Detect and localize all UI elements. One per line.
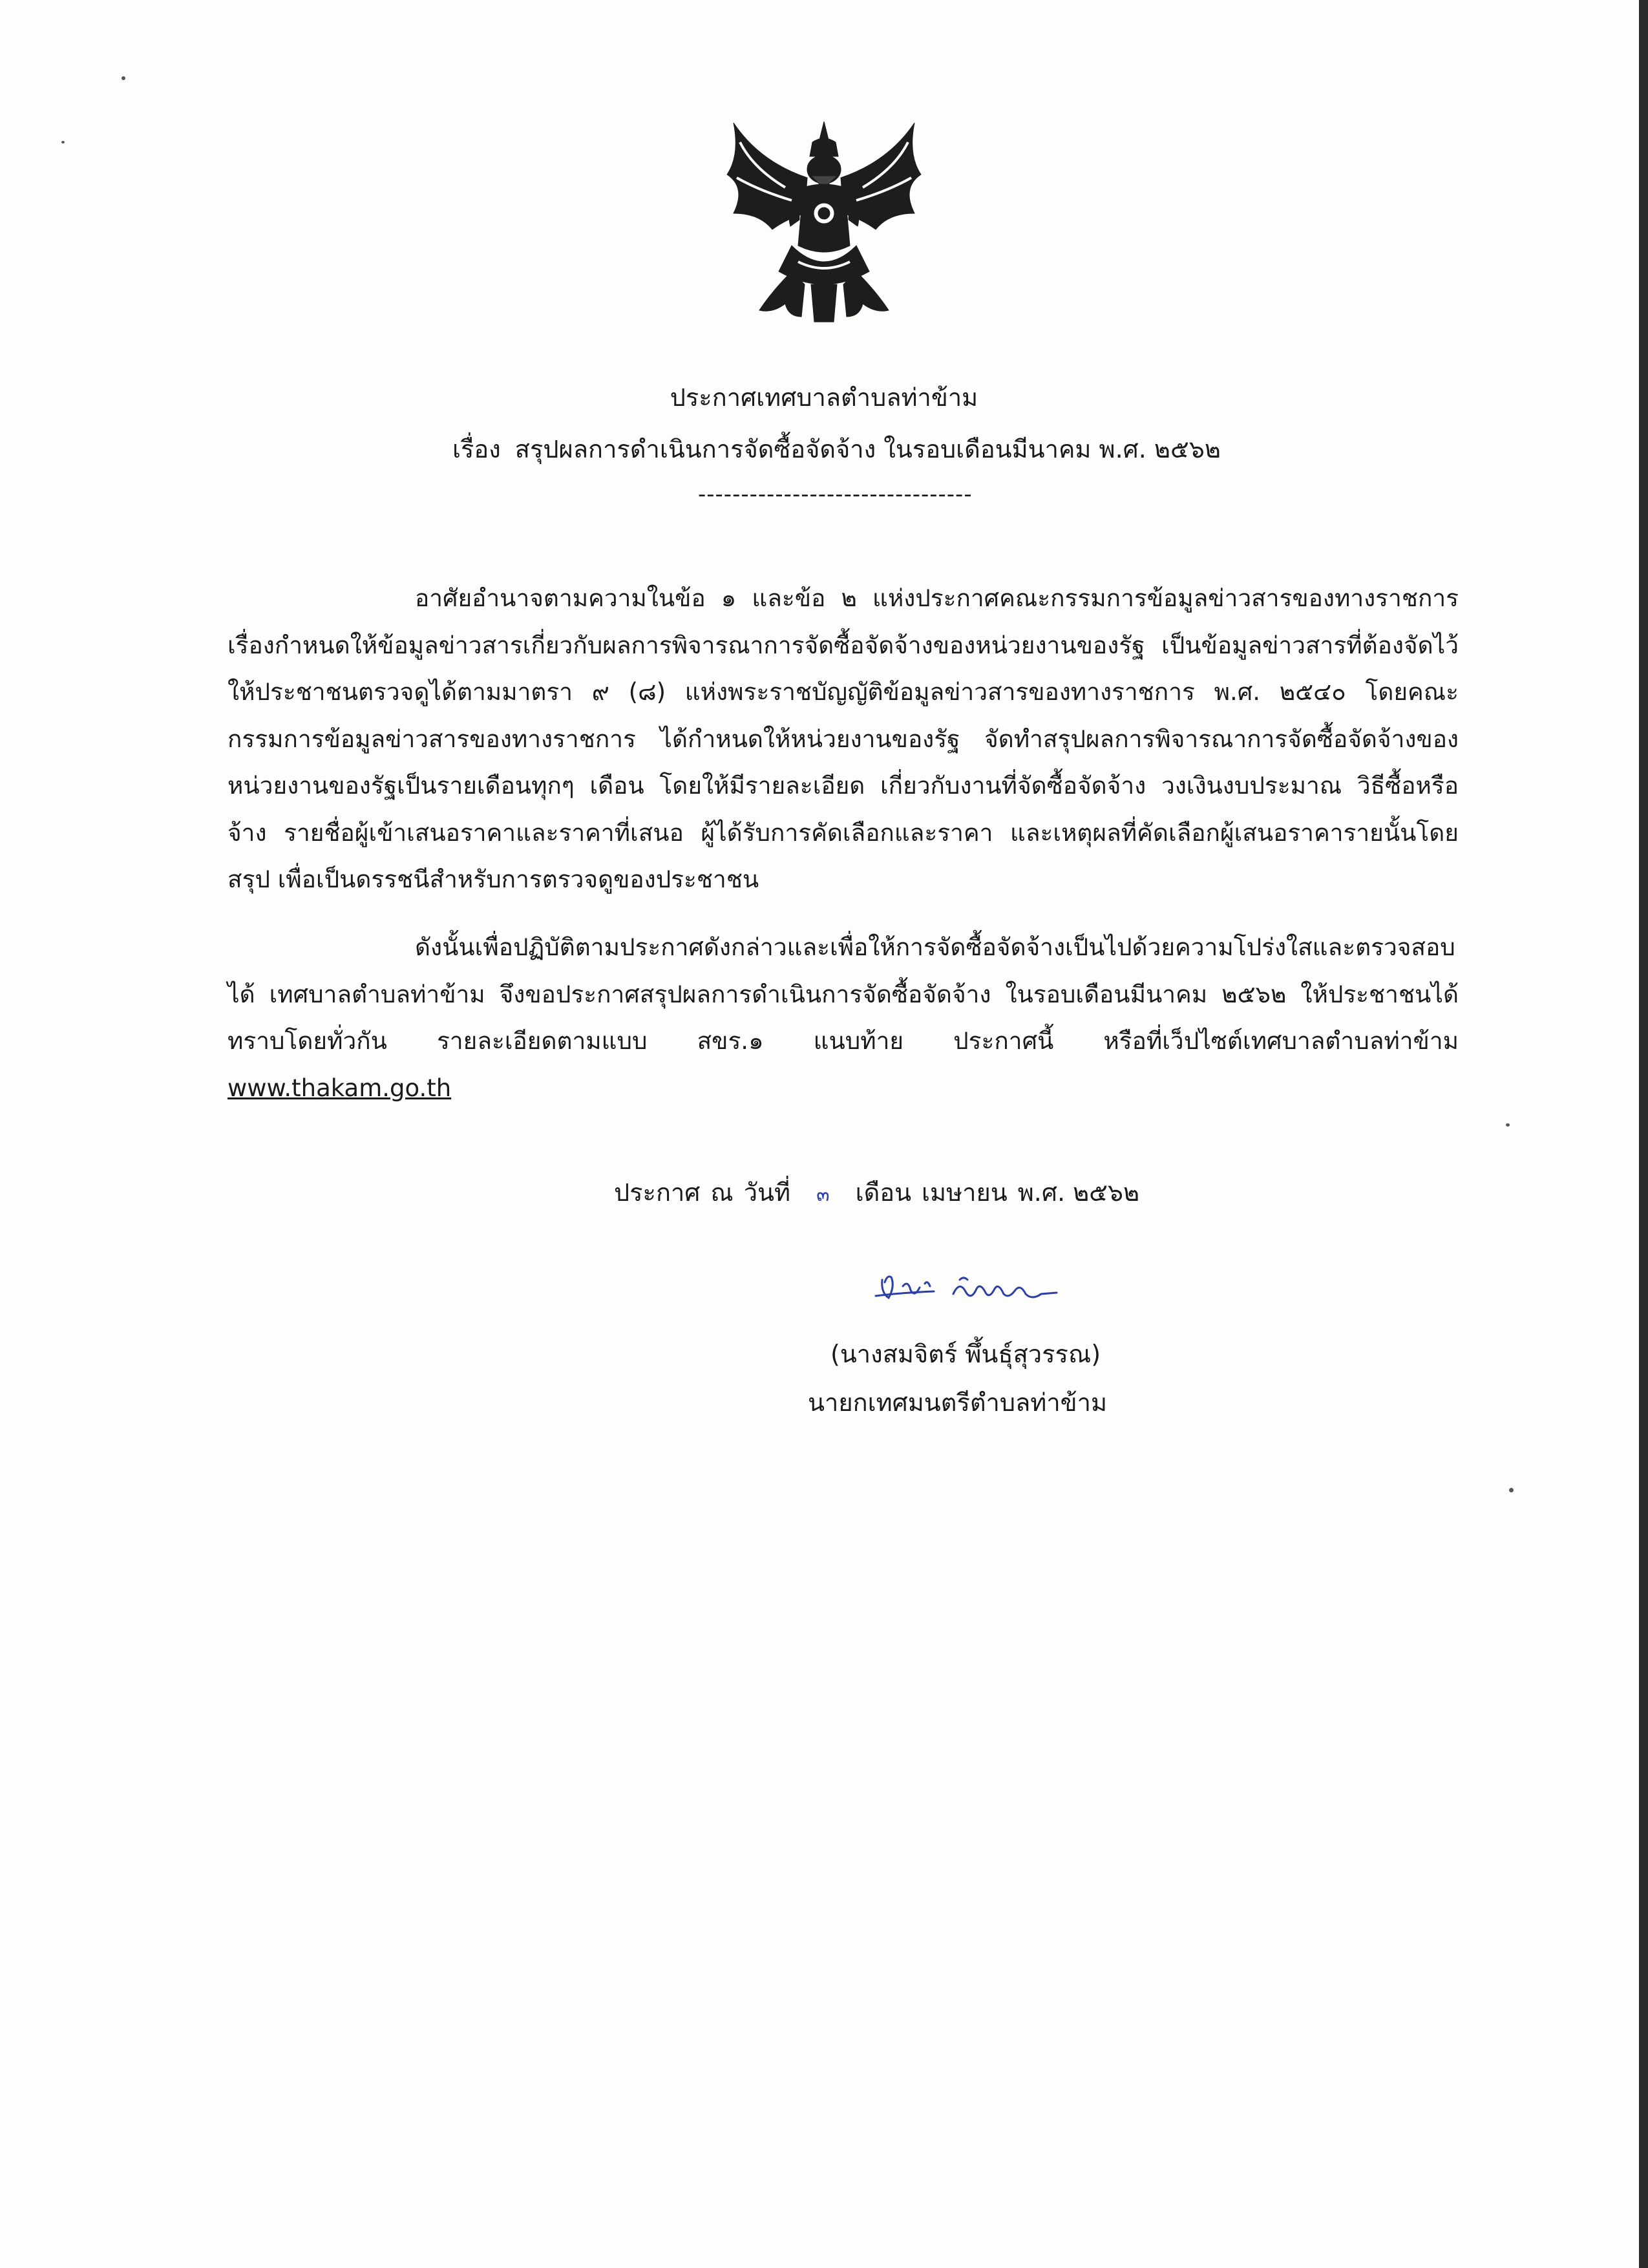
announcement-date (614, 1173, 1139, 1214)
scan-speck (61, 141, 65, 143)
scan-speck (121, 76, 125, 80)
paragraph-2-text: ดังนั้นเพื่อปฏิบัติตามประกาศดังกล่าวและเพื่อให้การจัดซื้อจัดจ้างเป็นไปด้วยความโปร่งใสและตรวจสอบได้ เทศบาลตำบลท่าข้าม จึงขอประกาศสรุปผลการดำเนินการจัดซื้อจัดจ้าง ในรอบเดือนมีนาคม ๒๕๖๒ ให้ประชาชนได้ทราบโดยทั่วกัน รายละเอียดตามแบบ สขร.๑ แนบท้าย ประกาศนี้ หรือที่เว็ปไซต์เทศบาลตำบลท่าข้าม (227, 933, 1459, 1055)
body-paragraph-1 (227, 575, 1459, 904)
date-year: พ.ศ. ๒๕๖๒ (1017, 1178, 1140, 1207)
subject-line (452, 430, 1221, 469)
date-at: ณ (710, 1178, 734, 1207)
date-day-label: วันที่ (743, 1178, 791, 1207)
paragraph-text: อาศัยอำนาจตามความในข้อ ๑ และข้อ ๒ แห่งประกาศคณะกรรมการข้อมูลข่าวสารของทางราชการ เรื่องกำหนดให้ข้อมูลข่าวสารเกี่ยวกับผลการพิจารณาการจัดซื้อจัดจ้างของหน่วยงานของรัฐ เป็นข้อมูลข่าวสารที่ต้องจัดไว้ให้ประชาชนตรวจดูได้ตามมาตรา ๙ (๘) แห่งพระราชบัญญัติข้อมูลข่าวสารของทางราชการ พ.ศ. ๒๕๔๐ โดยคณะกรรมการข้อมูลข่าวสารของทางราชการ ได้กำหนดให้หน่วยงานของรัฐ จัดทำสรุปผลการพิจารณาการจัดซื้อจัดจ้างของหน่วยงานของรัฐเป็นรายเดือนทุกๆ เดือน โดยให้มีรายละเอียด เกี่ยวกับงานที่จัดซื้อจัดจ้าง วงเงินงบประมาณ วิธีซื้อหรือจ้าง รายชื่อผู้เข้าเสนอราคาและราคาที่เสนอ ผู้ได้รับการคัดเลือกและราคา และเหตุผลที่คัดเลือกผู้เสนอราคารายนั้นโดยสรุป เพื่อเป็นดรรชนีสำหรับการตรวจดูของประชาชน (227, 584, 1459, 893)
scan-speck (1506, 1123, 1510, 1127)
signer-title: นายกเทศมนตรีตำบลท่าข้าม (808, 1388, 1108, 1417)
garuda-emblem (714, 116, 934, 330)
date-month: เมษายน (922, 1178, 1008, 1207)
handwritten-signature (863, 1260, 1076, 1319)
scan-speck (1509, 1488, 1514, 1492)
announcement-title: ประกาศเทศบาลตำบลท่าข้าม (670, 383, 978, 412)
scan-edge (1639, 0, 1648, 2268)
date-prefix: ประกาศ (614, 1178, 701, 1207)
date-day-handwritten: ๓ (816, 1183, 830, 1206)
paragraph-text (227, 924, 1459, 1112)
subject-label: เรื่อง (452, 435, 501, 463)
divider: -------------------------------- (698, 482, 973, 507)
date-month-label: เดือน (855, 1178, 912, 1207)
subject-text: สรุปผลการดำเนินการจัดซื้อจัดจ้าง ในรอบเดือนมีนาคม พ.ศ. ๒๕๖๒ (514, 435, 1221, 463)
signer-name: (นางสมจิตร์ พึ้นธุ์สุวรรณ) (830, 1340, 1101, 1368)
website-link[interactable]: www.thakam.go.th (227, 1074, 452, 1102)
body-paragraph-2 (227, 924, 1459, 1112)
